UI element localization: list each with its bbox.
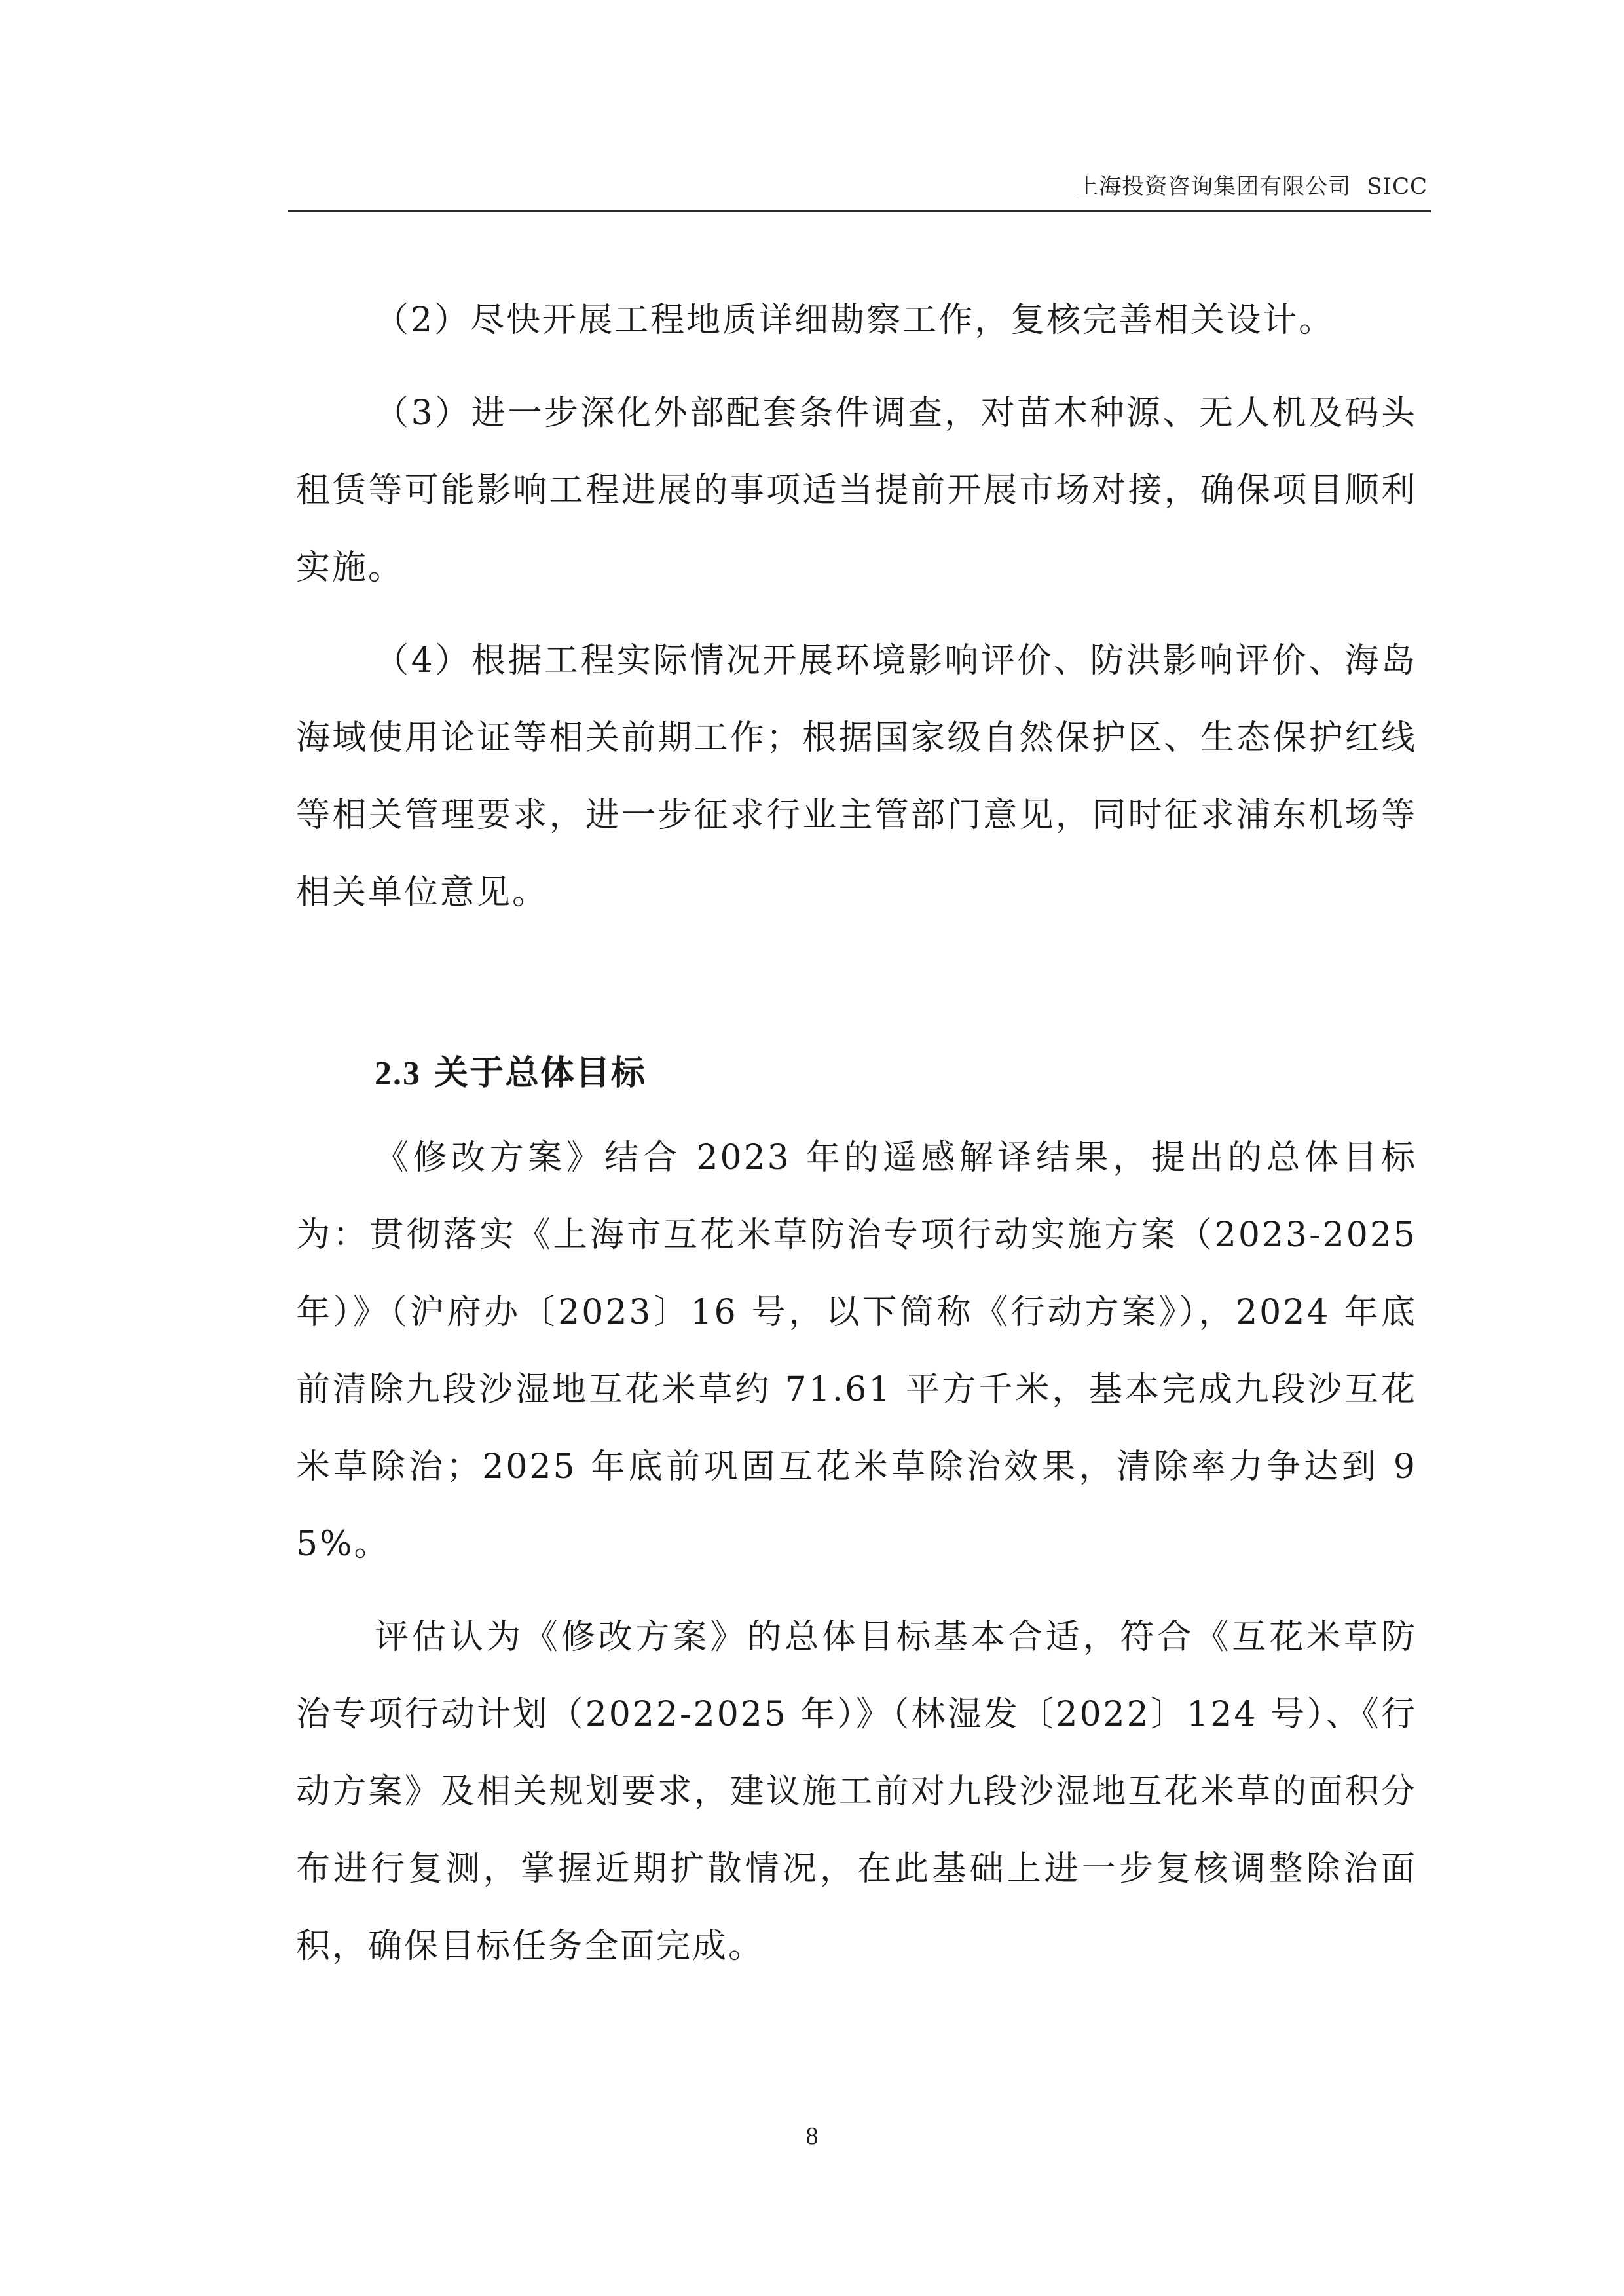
section-heading [375,1035,1417,1113]
page-number: 8 [805,2122,819,2150]
section-paragraph: 评估认为《修改方案》的总体目标基本合适，符合《互花米草防治专项行动计划（2022-2025 年）》（林湿发〔2022〕124 号）、《行动方案》及相关规划要求，建议施工前对九段沙湿地互花米草的面积分布进行复测，掌握近期扩散情况，在此基础上进一步复核调整除治面积，确保目标任务全面完成。 [296,1618,1417,1966]
header-rule [288,210,1431,212]
header-company-name: 上海投资咨询集团有限公司 [1076,174,1352,200]
recommendation-item-4: （4）根据工程实际情况开展环境影响评价、防洪影响评价、海岛海域使用论证等相关前期工作；根据国家级自然保护区、生态保护红线等相关管理要求，进一步征求行业主管部门意见，同时征求浦东机场等相关单位意见。 [296,641,1417,912]
section-title: 关于总体目标 [434,1053,647,1093]
header-company-abbr: SICC [1367,174,1428,200]
section-paragraph: 《修改方案》结合 2023 年的遥感解译结果，提出的总体目标为：贯彻落实《上海市互花米草防治专项行动实施方案（2023-2025 年）》（沪府办〔2023〕16 号，以下简称《行动方案》），2024 年底前清除九段沙湿地互花米草约 71.61 平方千米，基本完成九段沙互花米草除治；2025 年底前巩固互花米草除治效果，清除率力争达到 95%。 [296,1138,1417,1564]
section-number: 2.3 [375,1055,421,1092]
page-header [288,164,1428,210]
recommendation-item-2: （2）尽快开展工程地质详细勘察工作，复核完善相关设计。 [375,301,1335,340]
document-body [296,282,1417,1985]
recommendation-item-3: （3）进一步深化外部配套条件调查，对苗木种源、无人机及码头租赁等可能影响工程进展的事项适当提前开展市场对接，确保项目顺利实施。 [296,394,1417,587]
